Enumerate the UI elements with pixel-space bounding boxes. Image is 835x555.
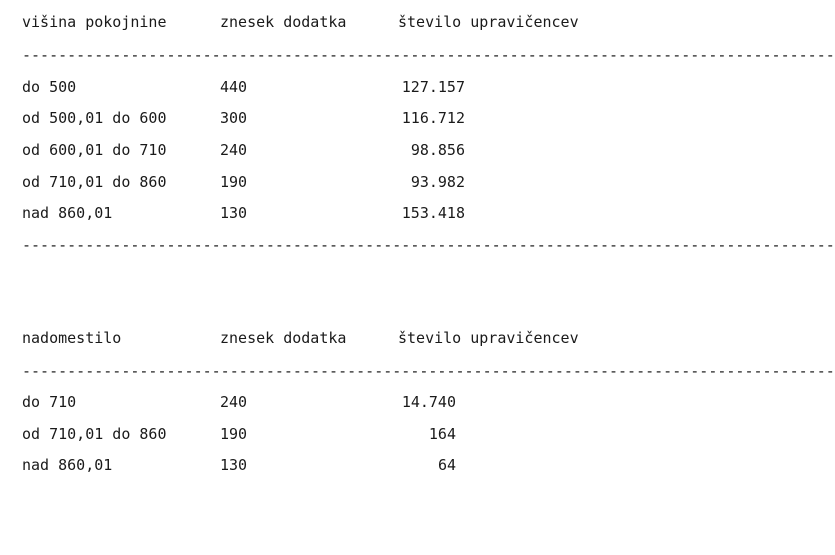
row-range: do 710 (22, 393, 77, 411)
table-row (22, 172, 465, 192)
table1-header-row (22, 12, 587, 32)
table-row (22, 203, 465, 223)
row-amount: 440 (220, 78, 248, 96)
row-amount: 300 (220, 109, 248, 127)
table1-header-pension-level: višina pokojnine (22, 13, 167, 31)
row-range: do 500 (22, 78, 77, 96)
row-count: 64 (437, 456, 456, 474)
row-count: 127.157 (401, 78, 465, 96)
table2-top-separator: ------------------------------------------------------------------------------------------ (22, 362, 835, 380)
row-range: od 710,01 do 860 (22, 425, 167, 443)
row-count: 93.982 (410, 173, 465, 191)
table1-header-supplement-amount: znesek dodatka (220, 13, 347, 31)
row-amount: 190 (220, 173, 248, 191)
row-range: od 500,01 do 600 (22, 109, 167, 127)
row-range: nad 860,01 (22, 204, 113, 222)
table2-header-compensation: nadomestilo (22, 329, 122, 347)
table1-bottom-separator: ------------------------------------------------------------------------------------------ (22, 236, 835, 254)
row-count: 116.712 (401, 109, 465, 127)
row-count: 164 (428, 425, 456, 443)
row-range: nad 860,01 (22, 456, 113, 474)
row-amount: 240 (220, 393, 248, 411)
table1-header-beneficiaries: število upravičencev (398, 13, 579, 31)
row-count: 98.856 (410, 141, 465, 159)
table-row (22, 140, 465, 160)
row-amount: 190 (220, 425, 248, 443)
table-row (22, 424, 456, 444)
table-row (22, 392, 456, 412)
row-amount: 130 (220, 456, 248, 474)
table1-top-separator: ------------------------------------------------------------------------------------------ (22, 46, 835, 64)
table2-header-row (22, 328, 587, 348)
row-count: 14.740 (401, 393, 456, 411)
table2-header-supplement-amount: znesek dodatka (220, 329, 347, 347)
row-amount: 130 (220, 204, 248, 222)
row-count: 153.418 (401, 204, 465, 222)
table-row (22, 77, 465, 97)
row-range: od 600,01 do 710 (22, 141, 167, 159)
table-row (22, 108, 465, 128)
table2-header-beneficiaries: število upravičencev (398, 329, 579, 347)
row-amount: 240 (220, 141, 248, 159)
row-range: od 710,01 do 860 (22, 173, 167, 191)
table-row (22, 455, 456, 475)
